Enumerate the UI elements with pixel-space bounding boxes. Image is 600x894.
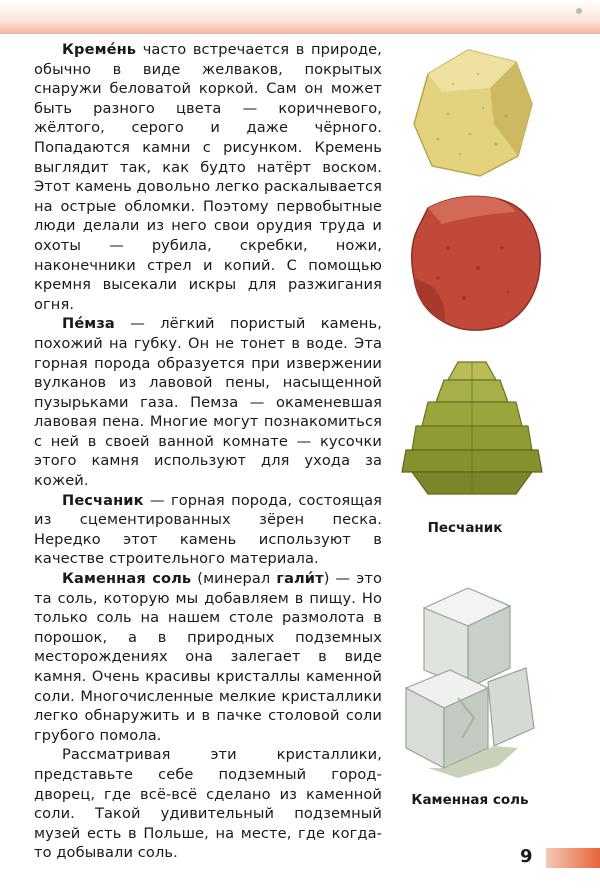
caption-rock-salt: Каменная соль — [411, 792, 529, 808]
top-dot — [576, 8, 582, 14]
text-flint: часто встречается в природе, обычно в виде желваков, покрытых снаружи беловатой коркой. Сам он может быть разного цвета — коричневого, жёлтого, серого и даже чёрного. Попадаются камни с рисунком. Кремень выглядит так, как будто натёрт воском. Этот камень довольно легко раскалывается на острые обломки. Поэтому первобытные люди делали из него свои орудия труда и охоты — рубила, скребки, ножи, наконечники стрел и копий. С помощью кремня высекали искры для разжигания огня. — [34, 41, 382, 313]
sandstone-image — [398, 358, 546, 508]
top-decor-band — [0, 0, 600, 34]
pumice-image — [398, 188, 548, 338]
rock-salt-image — [398, 578, 538, 788]
term-rock-salt: Каменная соль — [62, 570, 192, 588]
text-sandstone: — горная порода, состоящая из сцементированных зёрен песка. Нередко этот камень используют в качестве строительного материала. — [34, 491, 382, 568]
text-salt-museum: Рассматривая эти кристаллики, представьте себе подземный город-дворец, где всё-всё сделано из каменной соли. Такой удивительный подземный музей есть в Польше, на месте, где когда-то добывали соль. — [34, 746, 382, 862]
page-number: 9 — [520, 846, 533, 867]
term-sandstone: Песчаник — [62, 491, 144, 509]
main-text — [34, 40, 382, 863]
text-pumice: — лёгкий пористый камень, похожий на губку. Он не тонет в воде. Эта горная порода образуется при извержении вулканов из лавовой пены, насыщенной пузырьками газа. Пемза — окаменевшая лавовая пена. Многие могут познакомиться с ней в своей ванной комнате — кусочки этого камня используют для ухода за кожей. — [34, 315, 382, 490]
paragraph-salt-museum — [34, 745, 382, 863]
term-halite: гали́т — [276, 570, 324, 588]
text-rock-salt: ) — это та соль, которую мы добавляем в пищу. Но только соль на нашем столе размолота в порошок, а в природных подземных месторождениях она залегает в виде камня. Очень красивы кристаллы каменной соли. Многочисленные мелкие кристаллики легко обнаружить и в пачке столовой соли грубого помола. — [34, 570, 382, 744]
paragraph-flint — [34, 40, 382, 314]
paragraph-rock-salt — [34, 569, 382, 745]
text-rock-salt-before: (минерал — [191, 570, 277, 588]
caption-sandstone: Песчаник — [427, 520, 503, 536]
term-flint: Креме́нь — [62, 41, 137, 58]
page-number-bar — [546, 848, 600, 868]
paragraph-pumice — [34, 314, 382, 490]
flint-image — [408, 44, 538, 184]
paragraph-sandstone — [34, 491, 382, 569]
term-pumice: Пе́мза — [62, 315, 115, 333]
